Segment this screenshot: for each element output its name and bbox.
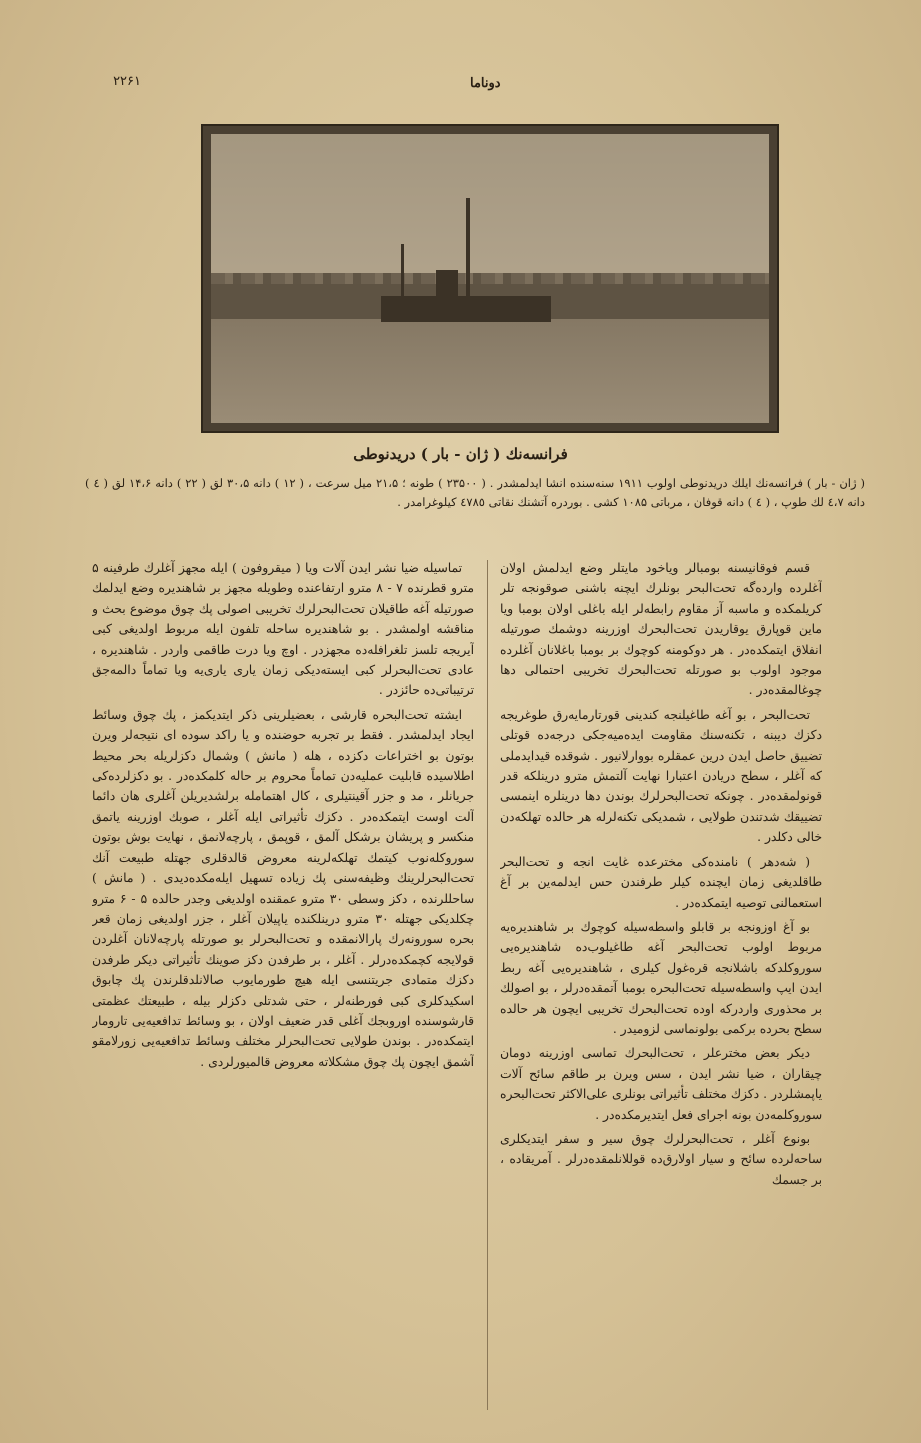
photo-ship-mast: [401, 244, 404, 302]
page-header: [0, 70, 921, 100]
paragraph: تحت‌البحر ، بو آغه طاغیلنجه کندینی قورتارمایه‌رق طوغریجه دکزك دیبنه ، تکنه‌سنك مقاومت ایده‌میه‌جکی درجه‌ده قوتلی تضییق حاصل ایدن درین عمقلره بووارلانیور . شوقده قیدایدملی که آغلر ، سطح دریادن اعتبارا نهایت آلتمش مترو درینلکه قدر قونولمقده‌در . چونکه تحت‌البحرلرك بوندن دها درینلره اینمسی تضییقك شدتندن طولایی ، شمدیکی تکنه‌لرله هر حالده تهلکه‌دن خالی دکلدر .: [500, 707, 822, 845]
column-divider: [487, 560, 488, 1410]
paragraph: تماسیله ضیا نشر ایدن آلات ویا ( میقروفون ) ایله مجهز آغلرك طرفینه ۵ مترو قطرنده ۷ - ۸ مترو ارتفاعنده وطویله مجهز بر شاهندیره وضع ایدلمك صورتیله آغه طاقیلان تحت‌البحرلرك تخریبی اصولی پك چوق موضوع بحث و مناقشه اولمشدر . بو شاهندیره ساحله تلفون ایله مربوط اولدیغی کبی آیریجه تلسز تلغرافله‌ده مجهزدر . اوچ ویا درت طاقمی واردر . شاهندیره ، عادی تحت‌البحرلر کبی ایسته‌دیکی زمان یاری یاری‌یه ویا تماماً دالمه‌جق ترتیباتی‌ده حائزدر .: [92, 561, 474, 698]
photo-ship-mast: [466, 198, 470, 302]
figure-caption-text: ( ژان - بار ) فرانسه‌نك ایلك دریدنوطی اولوب ۱۹۱۱ سنه‌سنده انشا ایدلمشدر . ( ۲۳۵۰۰ ) طونه ؛ ۲۱،۵ میل سرعت ، ( ۱۲ ) دانه ۳۰،۵ لق ( ۲۲ ) دانه ۱۴،۶ لق ( ٤ ) دانه ٤،۷ لك طوپ ، ( ٤ ) دانه قوفان ، مرباتی ۱۰۸۵ کشی . بوردره آتشنك نقاتی ٤٧٨٥ کیلوغرامدر .: [85, 476, 865, 509]
paragraph: بو آغ اوزونجه بر قابلو واسطه‌سیله کوچوك بر شاهندیره‌یه مربوط اولوب تحت‌البحر آغه طاغیلوب‌ده شاهندیره‌یی سوروکلدکه باشلانجه قره‌غول کیلری ، شاهندیره‌یی آغه ربط ایدن ایپ واسطه‌سیله تحت‌البحره بومبا آتمقده‌درلر ، بو اصولك بر محذوری واردرکه اوده تحت‌البحرك تخریبی ایچون هر حالده سطح بحرده برکمی بولونماسی لزومیدر .: [500, 919, 822, 1036]
paragraph: ایشته تحت‌البحره قارشی ، بعضیلرینی ذکر ایتدیکمز ، پك چوق وسائط ایجاد ایدلمشدر . فقط بر تجربه حوضنده و یا راکد سوده ای نتیجه‌لر ویرن بوتون بو اختراعات دکزده ، هله ( مانش ) وشمال دکزلریله بحر محیط اطلاسیده قابلیت عملیه‌دن تماماً محروم بر حاله کلمکده‌در . بو دکزلرده‌کی جریانلر ، مد و جزر آقینتیلری ، کال اهتمامله برلشدیریلن آغلری هان دائما آلت اوست ایتمکده‌در . دکزك تأثیراتی ایله آغلر ، صوبك اوزرینه یاتمق منکسر و پریشان برشکل آلمق ، قوپمق ، پارچه‌لانمق ، نهایت بوش بوتون سوروکله‌نوب کیتمك تهلکه‌لرینه معروض قالدقلری جهتله طبیعت آنك تحت‌البحرلرینك وظیفه‌سنی پك زیاده تسهیل ایله‌مکده‌دیدی . ( مانش ) ساحللرنده ، دکز وسطی ۳۰ مترو عمقنده اولدیغی وجدر حالده ۵ - ۶ مترو چکلدیکی جهتله ۳۰ مترو درینلکنده یاپیلان آغلر ، جزر اولدیغی زمان قعر بحره سورونه‌رك پارالانمقده و تحت‌البحرلر بو صورتله پارچه‌لانان آغلردن قولایجه کچمکده‌درلر . آغلر ، بر طرفدن دکز صوینك تأثیراتی دیکر طرفدن دکزك متمادی جریتنسی ایله هیچ طورمایوب صالانلدقلرندن پك چابوق اسکیدکلری کبی فورطنه‌لر ، حتی شدتلی دکزلر بیله ، طبیعتك عظمتی قارشوسنده اوروبجك آغلی قدر ضعیف اولان ، بو وسائط تدافعیه‌یی تارومار ایتمکده‌در . بوندن طولایی تحت‌البحرلر مختلف وسائط تدافعیه‌یی زورلامقو آشمق ایچون پك چوق مشکلاته معروض قالمیورلردی .: [92, 707, 474, 1069]
paragraph: قسم فوقانیسنه بومبالر ویاخود مایتلر وضع ایدلمش اولان آغلرده وارده‌گه تحت‌البحر بونلرك ایچنه باشنی صوقونجه تلر کریلمکده و ماسبه آز مقاوم رابطه‌لر ایله باغلی اولان بومبا ویا ماین قوپارق یوقاریدن تحت‌البحرك اوزرینه دوشمك صورتیله انفلاق ایتمکده‌در . هر دوکومنه کوچوك بر بومبا باغلانان آغلرده موجود اولوب بو صورتله تحت‌البحرك تخریبی احتمالی دها چوغالمقده‌در .: [500, 561, 822, 698]
photo-ship-funnel: [436, 270, 458, 299]
figure-caption-title: فرانسه‌نك ( ژان - بار ) دریدنوطی: [353, 445, 568, 463]
paragraph: ( شه‌دهر ) نامنده‌کی مخترعده غایت انجه و تحت‌البحر طاقلدیغی زمان ایچنده کیلر طرفندن حس ایدلمه‌ین بر آغ استعمالنی توصیه ایتمکده‌در .: [500, 854, 822, 910]
page-number: ۲۲۶۱: [113, 74, 141, 89]
running-title: دوناما: [470, 76, 501, 91]
photo-frame: [201, 124, 779, 433]
battleship-photo: [211, 134, 769, 423]
article-column-right: [500, 558, 822, 1428]
paragraph: بونوع آغلر ، تحت‌البحرلرك چوق سیر و سفر ایتدیکلری ساحه‌لرده سائح و سیار اولارق‌ده قوللانلمقده‌درلر . آمریقاده ، بر جسمك: [500, 1131, 822, 1187]
paragraph: دیکر بعض مخترعلر ، تحت‌البحرك تماسی اوزرینه دومان چیقاران ، ضیا نشر ایدن ، سس ویرن بر طاقم سائح آلات یاپمشلردر . دکزك مختلف تأثیراتی بونلری علی‌الاکثر تحت‌البحره سوروکلمه‌دن بونه اجرای فعل ایتدیرمکده‌در .: [500, 1046, 822, 1122]
photo-water: [211, 319, 769, 423]
article-column-left: [92, 558, 474, 1428]
